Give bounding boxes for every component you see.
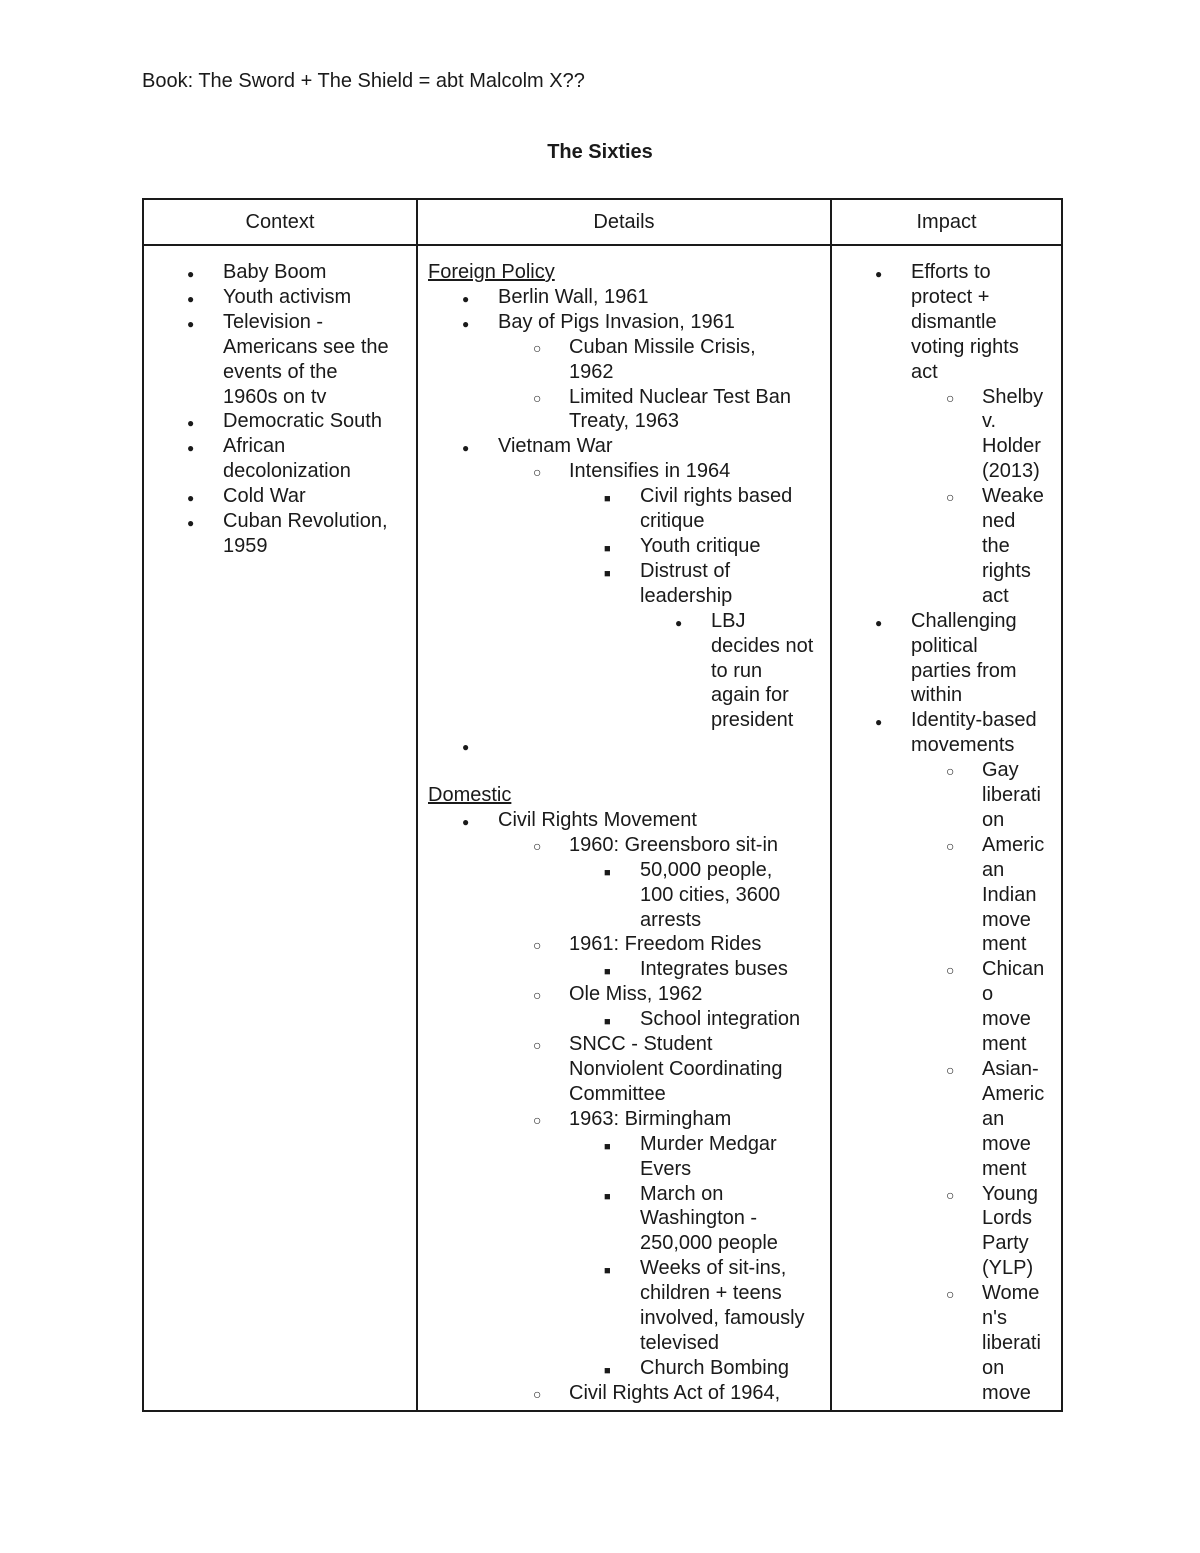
list-item-text: Americ an Indian move ment [982, 833, 1045, 956]
filled-circle-bullet-icon [187, 310, 194, 337]
list-item [418, 385, 830, 435]
list-item [418, 285, 830, 310]
list-item [832, 1281, 1061, 1406]
list-item-text: Church Bombing [640, 1356, 789, 1379]
hollow-circle-bullet-icon [533, 1381, 541, 1407]
list-item [832, 708, 1061, 758]
filled-circle-bullet-icon [875, 708, 882, 735]
list-item-text: Limited Nuclear Test Ban Treaty, 1963 [569, 385, 791, 433]
list-item-text: School integration [640, 1008, 801, 1031]
hollow-circle-bullet-icon [533, 1032, 541, 1058]
list-item [418, 833, 830, 858]
list-item [418, 1381, 830, 1406]
hollow-circle-bullet-icon [533, 459, 541, 485]
hollow-circle-bullet-icon [533, 982, 541, 1008]
list-item-text: Young Lords Party (YLP) [982, 1182, 1038, 1280]
list-item-text: Intensifies in 1964 [569, 460, 731, 483]
list-item-text [498, 733, 830, 758]
square-bullet-icon [604, 484, 611, 512]
list-item [418, 484, 830, 534]
hollow-circle-bullet-icon [946, 957, 954, 983]
list-item [144, 509, 416, 559]
list-item [832, 957, 1061, 1057]
list-item [144, 260, 416, 285]
list-item-text: Weake ned the rights act [982, 485, 1044, 607]
list-item [418, 932, 830, 957]
list-item-text: Civil Rights Movement [498, 808, 697, 831]
hollow-circle-bullet-icon [946, 1281, 954, 1307]
list-item-text: Murder Medgar Evers [640, 1132, 777, 1180]
list-item-text: Weeks of sit-ins, children + teens involved, famously televised [640, 1257, 805, 1354]
list-item-text: Television - Americans see the events of the 1960s on tv [223, 310, 389, 408]
list-item [832, 833, 1061, 958]
domestic-list [418, 808, 830, 1406]
list-item [418, 858, 830, 933]
list-item-text: March on Washington - 250,000 people [640, 1182, 778, 1255]
list-item [418, 1107, 830, 1132]
filled-circle-bullet-icon [875, 260, 882, 287]
list-item [832, 609, 1061, 709]
column-header-context: Context [143, 199, 417, 245]
filled-circle-bullet-icon [187, 484, 194, 511]
column-header-details: Details [417, 199, 831, 245]
list-item-text: Civil Rights Act of 1964, [569, 1381, 781, 1404]
square-bullet-icon [604, 1182, 611, 1210]
list-item-text: Gay liberati on [982, 759, 1041, 831]
filled-circle-bullet-icon [462, 434, 469, 461]
list-item [418, 808, 830, 833]
impact-cell [831, 245, 1062, 1411]
list-item-text: Cuban Missile Crisis, 1962 [569, 335, 756, 383]
list-item [144, 484, 416, 509]
list-item-text: Democratic South [223, 410, 382, 433]
list-item [418, 534, 830, 559]
list-item [144, 285, 416, 310]
list-item-text: Baby Boom [223, 261, 327, 283]
list-item [832, 1182, 1061, 1282]
foreign-policy-heading: Foreign Policy [428, 261, 555, 283]
filled-circle-bullet-icon [187, 285, 194, 312]
list-item-text: African decolonization [223, 435, 351, 483]
square-bullet-icon [604, 957, 611, 985]
list-item-text: 1961: Freedom Rides [569, 933, 762, 956]
list-item [418, 310, 830, 335]
list-item-text: 50,000 people, 100 cities, 3600 arrests [640, 858, 781, 931]
list-item [418, 434, 830, 459]
list-item-text: Vietnam War [498, 435, 613, 458]
list-item [418, 1032, 830, 1107]
context-cell [143, 245, 417, 1411]
hollow-circle-bullet-icon [533, 833, 541, 859]
filled-circle-bullet-icon [462, 808, 469, 835]
context-list [144, 260, 416, 559]
filled-circle-bullet-icon [875, 609, 882, 636]
list-item [418, 459, 830, 484]
list-item [418, 982, 830, 1007]
domestic-heading: Domestic [428, 784, 512, 806]
list-item-text: Wome n's liberati on move [982, 1282, 1041, 1404]
list-item-text: Challenging political parties from within [911, 609, 1017, 707]
list-item [144, 434, 416, 484]
list-item-text: LBJ decides not to run again for president [711, 609, 814, 732]
list-item-text: 1963: Birmingham [569, 1107, 732, 1130]
square-bullet-icon [604, 1356, 611, 1384]
table-row [143, 245, 1062, 1411]
list-item [832, 260, 1061, 385]
filled-circle-bullet-icon [187, 509, 194, 536]
square-bullet-icon [604, 534, 611, 562]
details-cell [417, 245, 831, 1411]
filled-circle-bullet-icon [675, 609, 682, 636]
list-item [418, 1256, 830, 1356]
table-header-row [143, 199, 1062, 245]
list-item-text: Youth critique [640, 534, 761, 557]
filled-circle-bullet-icon [462, 285, 469, 312]
list-item [832, 1057, 1061, 1182]
hollow-circle-bullet-icon [533, 335, 541, 361]
list-item-text: Cuban Revolution, 1959 [223, 510, 388, 557]
list-item [832, 484, 1061, 609]
foreign-policy-list [418, 285, 830, 758]
list-item [418, 1007, 830, 1032]
hollow-circle-bullet-icon [946, 484, 954, 510]
list-item-text: Ole Miss, 1962 [569, 983, 703, 1006]
square-bullet-icon [604, 1132, 611, 1160]
filled-circle-bullet-icon [187, 409, 194, 436]
hollow-circle-bullet-icon [533, 932, 541, 958]
hollow-circle-bullet-icon [946, 1057, 954, 1083]
hollow-circle-bullet-icon [946, 385, 954, 411]
filled-circle-bullet-icon [462, 733, 469, 760]
list-item [418, 1356, 830, 1381]
square-bullet-icon [604, 559, 611, 587]
filled-circle-bullet-icon [187, 260, 194, 287]
page-title: The Sixties [547, 141, 653, 163]
list-item-text: Bay of Pigs Invasion, 1961 [498, 310, 735, 333]
list-item-text: Efforts to protect + dismantle voting rights act [911, 261, 1019, 383]
list-item [418, 335, 830, 385]
column-header-impact: Impact [831, 199, 1062, 245]
list-item [418, 1132, 830, 1182]
list-item-text: Integrates buses [640, 958, 788, 981]
filled-circle-bullet-icon [462, 310, 469, 337]
list-item-text: Shelby v. Holder (2013) [982, 385, 1044, 483]
filled-circle-bullet-icon [187, 434, 194, 461]
square-bullet-icon [604, 1256, 611, 1284]
list-item-text: Youth activism [223, 285, 352, 308]
impact-list [832, 260, 1061, 1406]
sixties-table [142, 198, 1063, 1412]
list-item [418, 957, 830, 982]
list-item-text: Identity-based movements [911, 709, 1037, 757]
list-item-text: Distrust of leadership [640, 559, 733, 607]
list-item [832, 385, 1061, 485]
list-item-text: Cold War [223, 485, 306, 508]
list-item-text: Asian- Americ an move ment [982, 1058, 1045, 1180]
hollow-circle-bullet-icon [533, 385, 541, 411]
list-item [144, 409, 416, 434]
list-item [418, 1182, 830, 1257]
list-item [144, 310, 416, 410]
list-item-text: Civil rights based critique [640, 485, 793, 533]
square-bullet-icon [604, 1007, 611, 1035]
list-item-text: Berlin Wall, 1961 [498, 285, 649, 308]
list-item-text: Chican o move ment [982, 958, 1045, 1056]
list-item [418, 609, 830, 734]
hollow-circle-bullet-icon [533, 1107, 541, 1133]
list-item-text: 1960: Greensboro sit-in [569, 833, 779, 856]
square-bullet-icon [604, 858, 611, 886]
list-item [832, 758, 1061, 833]
header-note: Book: The Sword + The Shield = abt Malcolm X?? [142, 70, 585, 92]
hollow-circle-bullet-icon [946, 1182, 954, 1208]
list-item [418, 733, 830, 758]
list-item-text: SNCC - Student Nonviolent Coordinating Committee [569, 1033, 783, 1105]
hollow-circle-bullet-icon [946, 758, 954, 784]
list-item [418, 559, 830, 609]
hollow-circle-bullet-icon [946, 833, 954, 859]
